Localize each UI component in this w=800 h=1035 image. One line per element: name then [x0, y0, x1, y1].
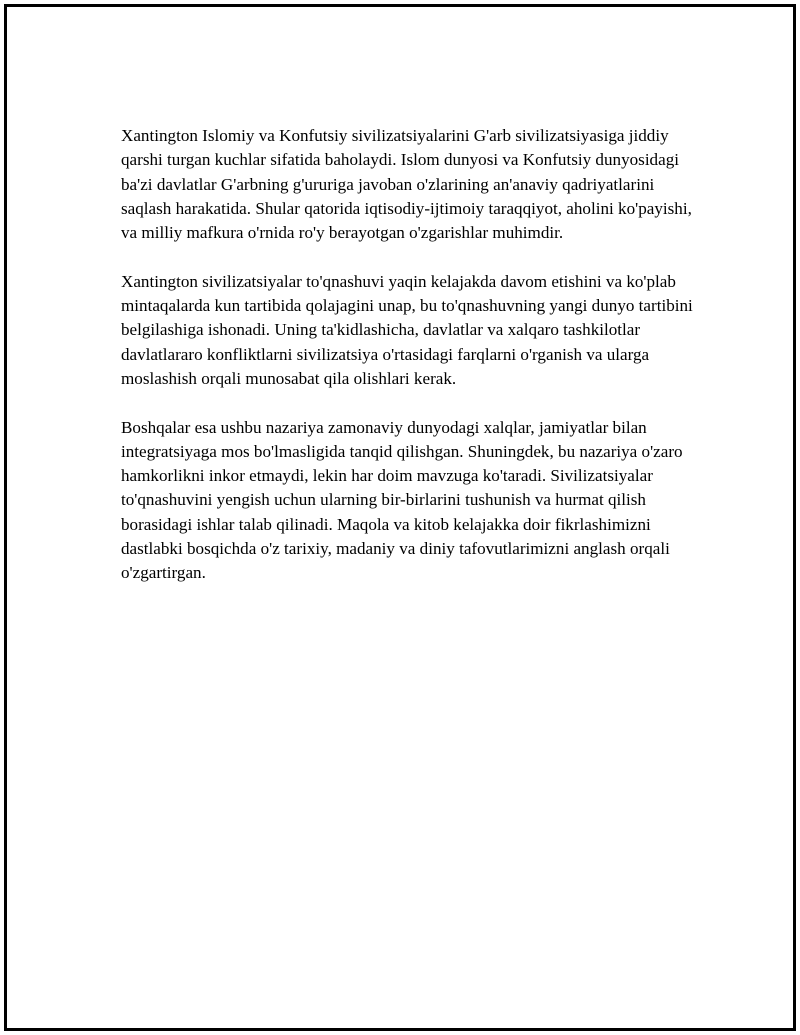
paragraph-2: Xantington sivilizatsiyalar to'qnashuvi yaqin kelajakda davom etishini va ko'plab mintaqalarda kun tartibida qolajagini unap, bu to'qnashuvning yangi dunyo tartibini belgilashiga ishonadi. Uning ta'kidlashicha, davlatlar va xalqaro tashkilotlar davlatlararo konfliktlarni sivilizatsiya o'rtasidagi farqlarni o'rganish va ularga moslashish orqali munosabat qila olishlari kerak.: [121, 271, 693, 388]
paragraph-3: Boshqalar esa ushbu nazariya zamonaviy dunyodagi xalqlar, jamiyatlar bilan integratsiyaga mos bo'lmasligida tanqid qilishgan. Shuningdek, bu nazariya o'zaro hamkorlikni inkor etmaydi, lekin har doim mavzuga ko'taradi. Sivilizatsiyalar to'qnashuvini yengish uchun ularning bir-birlarini tushunish va hurmat qilish borasidagi ishlar talab qilinadi. Maqola va kitob kelajakka doir fikrlashimizni dastlabki bosqichda o'z tarixiy, madaniy va diniy tafovutlarimizni anglash orqali o'zgartirgan.: [121, 417, 683, 583]
document-page: [4, 4, 796, 1031]
paragraph-1: Xantington Islomiy va Konfutsiy sivilizatsiyalarini G'arb sivilizatsiyasiga jiddiy qarshi turgan kuchlar sifatida baholaydi. Islom dunyosi va Konfutsiy dunyosidagi ba'zi davlatlar G'arbning g'ururiga javoban o'zlarining an'anaviy qadriyatlarini saqlash harakatida. Shular qatorida iqtisodiy-ijtimoiy taraqqiyot, aholini ko'payishi, va milliy mafkura o'rnida ro'y berayotgan o'zgarishlar muhimdir.: [121, 126, 692, 243]
document-body: [121, 124, 706, 610]
